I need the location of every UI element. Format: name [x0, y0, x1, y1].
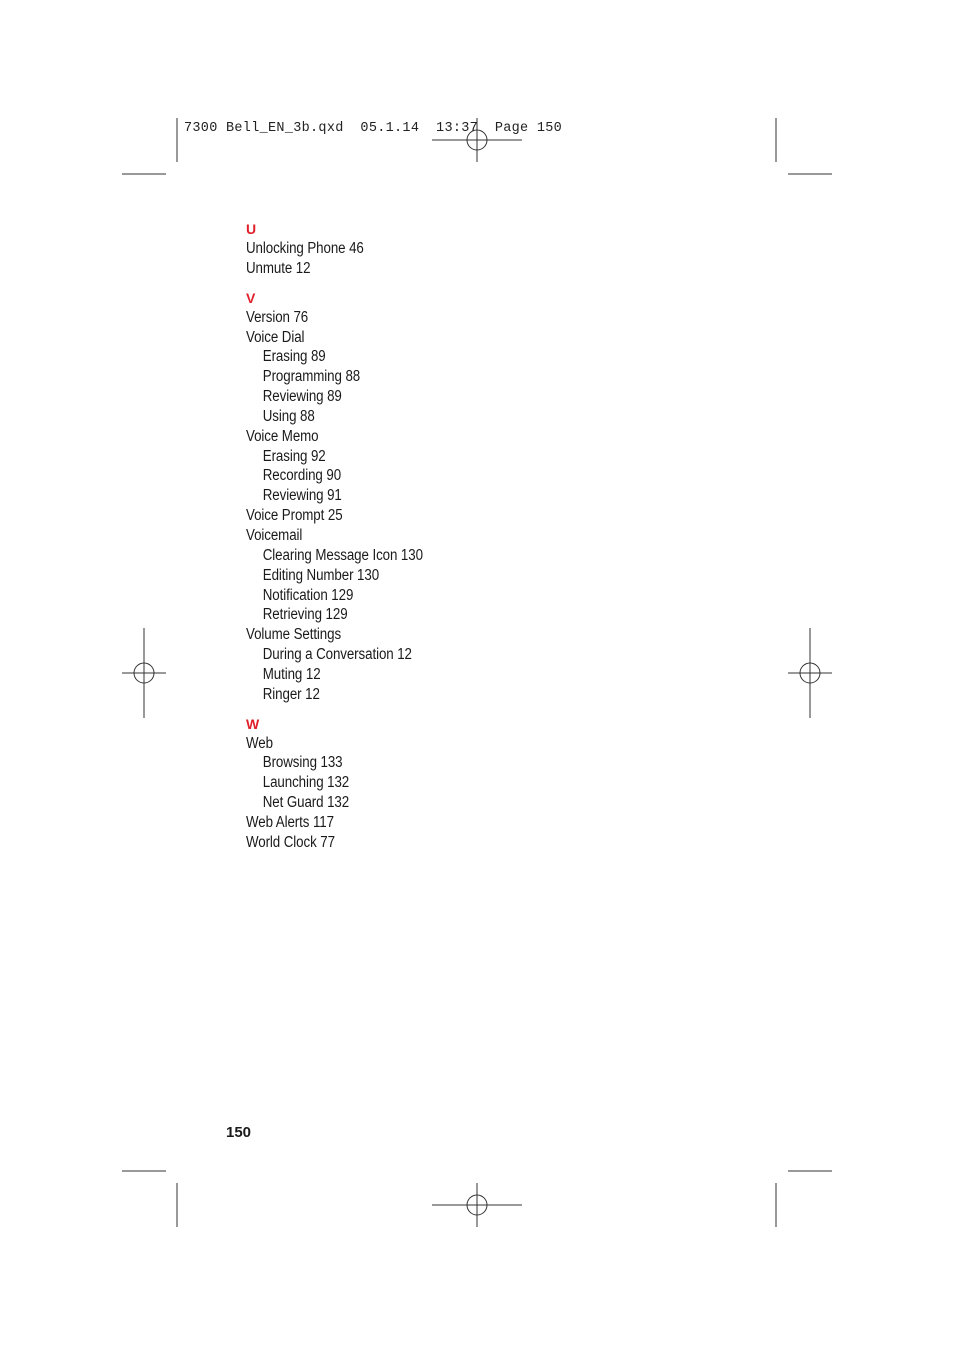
index-subentry: Clearing Message Icon 130: [262, 546, 423, 564]
index-subentry: Ringer 12: [262, 685, 320, 703]
registration-mark-right: [788, 628, 832, 718]
index-subentry: Browsing 133: [262, 754, 343, 772]
index-entry: Unmute 12: [246, 259, 311, 277]
index-subentry: Net Guard 132: [262, 794, 350, 812]
index-subentry: Muting 12: [262, 665, 321, 683]
index-entry: Web Alerts 117: [246, 813, 334, 831]
index-subentry: Retrieving 129: [262, 606, 348, 624]
section-letter: W: [246, 715, 260, 732]
index-entry: Voice Memo: [246, 427, 319, 445]
index-subentry: Recording 90: [262, 467, 342, 485]
index-entry: World Clock 77: [246, 833, 335, 851]
index-entry: Volume Settings: [246, 626, 342, 644]
registration-mark-bottom: [432, 1183, 522, 1227]
index-subentry: Erasing 89: [262, 348, 326, 366]
index-entry: Voice Prompt 25: [246, 507, 343, 525]
index-entry: Web: [246, 734, 273, 752]
print-slug: 7300 Bell_EN_3b.qxd 05.1.14 13:37 Page 150: [184, 121, 563, 136]
index-subentry: Launching 132: [262, 774, 350, 792]
index-subentry: Reviewing 89: [262, 388, 342, 406]
index-entry: Voice Dial: [246, 328, 305, 346]
page-number: 150: [226, 1124, 252, 1141]
index-subentry: Editing Number 130: [262, 566, 380, 584]
index-entry: Version 76: [246, 308, 309, 326]
index-list: [246, 220, 746, 853]
index-entry: Unlocking Phone 46: [246, 240, 364, 257]
section-letter: U: [246, 221, 257, 237]
section-letter: V: [246, 289, 256, 306]
index-subentry: Using 88: [262, 407, 315, 425]
index-entry: Voicemail: [246, 526, 303, 544]
index-subentry: During a Conversation 12: [262, 646, 412, 664]
index-subentry: Reviewing 91: [262, 487, 342, 505]
registration-mark-top: [432, 118, 522, 162]
registration-mark-left: [122, 628, 166, 718]
index-subentry: Notification 129: [262, 586, 354, 604]
index-subentry: Programming 88: [262, 368, 361, 386]
index-subentry: Erasing 92: [262, 447, 326, 465]
